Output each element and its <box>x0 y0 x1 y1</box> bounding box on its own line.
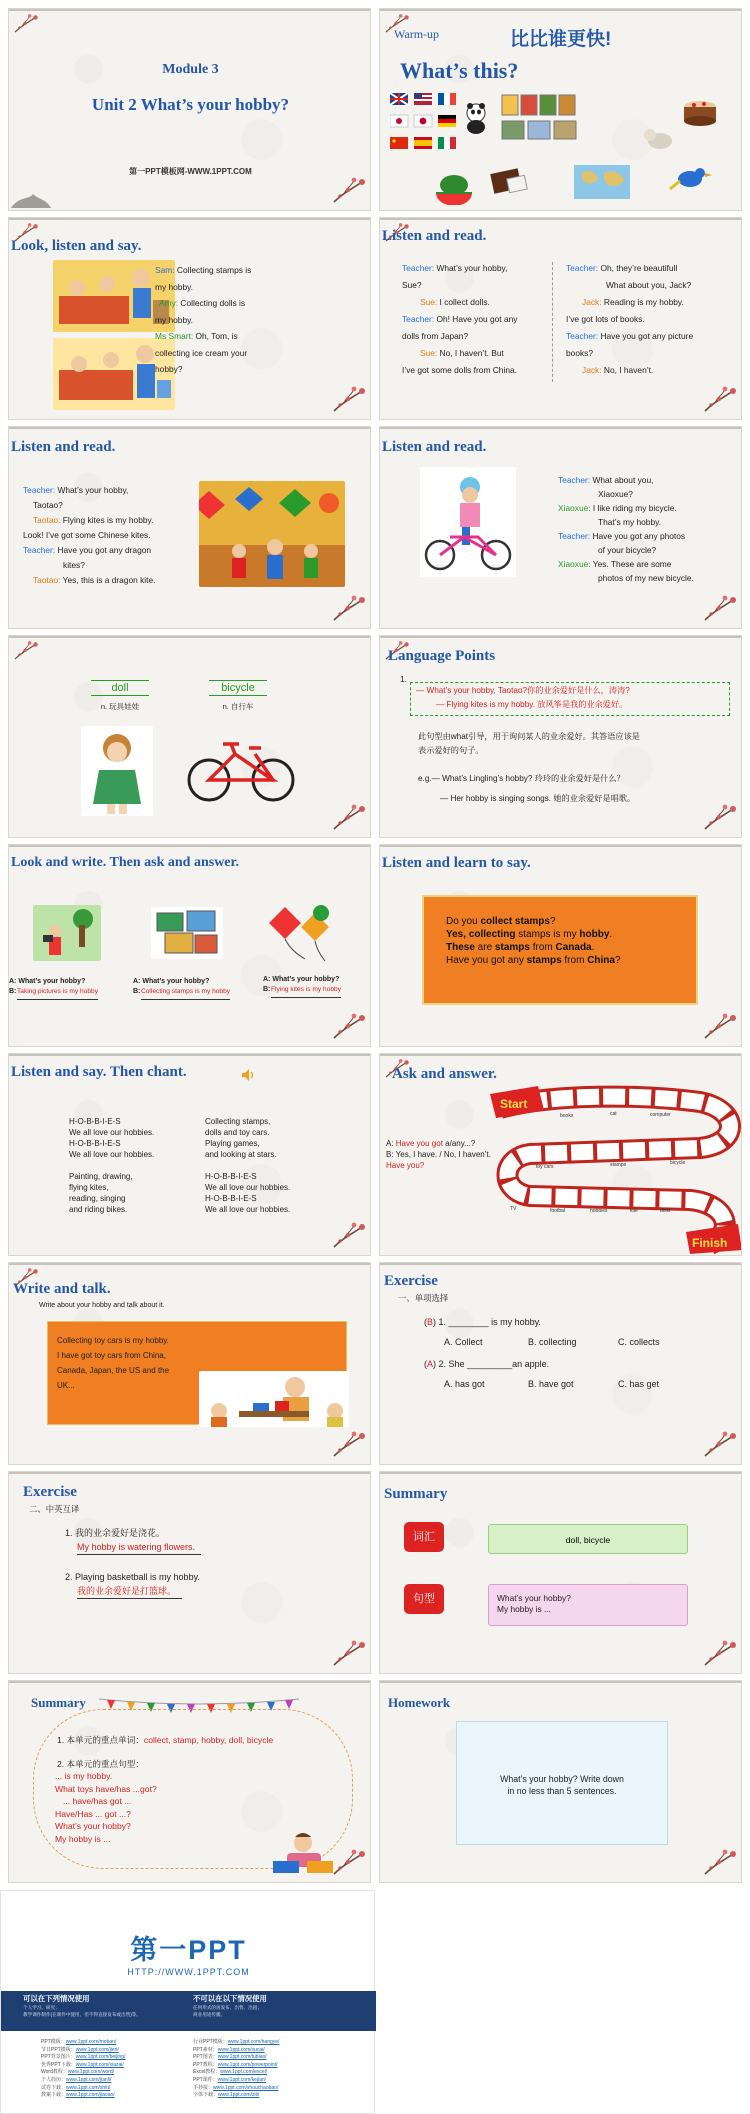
slide-title: Homework <box>388 1695 451 1710</box>
blossom-icon <box>332 594 366 624</box>
kite-shop-picture <box>199 481 345 587</box>
pattern-tag: 句型 <box>404 1584 444 1614</box>
doll-picture <box>81 726 153 816</box>
cake-icon <box>684 101 716 126</box>
slide-title: Summary <box>31 1695 86 1710</box>
section-label: 一、单项选择 <box>398 1293 449 1303</box>
board-game <box>490 1084 742 1254</box>
blossom-icon <box>703 1639 737 1669</box>
link[interactable]: www.1ppt.com/shouchaobao/ <box>213 2084 279 2091</box>
phrase-line-3: These are stamps from Canada. <box>446 942 595 953</box>
finish-icon <box>686 1224 742 1254</box>
speaker-icon[interactable] <box>241 1068 255 1082</box>
explanation-line-1: 此句型由what引导，用于询问某人的业余爱好。其答语应该是 <box>418 732 640 741</box>
blossom-icon <box>332 803 366 833</box>
slide-6-listen-read <box>379 426 742 629</box>
link[interactable]: www.1ppt.com/sucai/ <box>217 2046 265 2053</box>
chant-column-1: H-O-B-B-I-E-S We all love our hobbies. H-O-B-B-I-E-S We all love our hobbies. Painting, drawing, flying kites, reading, singing and riding bikes. <box>69 1117 155 1214</box>
site-label: 第一PPT模板网-WWW.1PPT.COM <box>129 167 252 176</box>
dialog-left: Teacher: What’s your hobby, Sue? Sue: I collect dolls. Teacher: Oh! Have you got any dolls from Japan? Sue: No, I haven’t. But I’ve got some dolls from China. <box>402 263 518 375</box>
license-bar: 可以在下列情况使用 个人学习、研究； 教学课件制作(在课件中使用，但不得直接发布或出售)等。 不可以在以下情况使用 任何形式的再发布、出售、出租； 商业用途传播。 <box>1 1991 376 2031</box>
dialog-right: Teacher: Oh, they’re beautifull What about you, Jack? Jack: Reading is my hobby. I’ve got lots of books. Teacher: Have you got any picture books? Jack: No, I haven’t. <box>566 263 694 375</box>
module-title: Module 3 <box>162 62 219 77</box>
slide-18-homework <box>379 1680 742 1883</box>
instruction: Write about your hobby and talk about it. <box>39 1302 165 1309</box>
svg-text:stamps: stamps <box>610 1162 627 1168</box>
svg-text:Finish: Finish <box>692 1236 728 1250</box>
blossom-icon <box>703 1848 737 1878</box>
slide-2-warmup <box>379 8 742 211</box>
dialog-text: Teacher: What’s your hobby, Taotao? Taotao: Flying kites is my hobby. Look! I’ve got some Chinese kites. Teacher: Have you got any dragon kites? Taotao: Yes, this is a dragon kite. <box>23 485 156 585</box>
slide-title: Summary <box>384 1486 448 1502</box>
link[interactable]: www.1ppt.com/jiaoan/ <box>66 2092 115 2099</box>
slide-title: Listen and say. Then chant. <box>11 1064 187 1080</box>
blossom-icon <box>703 803 737 833</box>
slide-1-title <box>8 8 371 211</box>
links-left: PPT模板：www.1ppt.com/moban/ 节日PPT模板：www.1ppt.com/jieri/ PPT背景图片：www.1ppt.com/beijing/ 优秀PPT下载：www.1ppt.com/xiazai/ Word教程：www.1ppt.com/word/ 个人简历：www.1ppt.com/jianli/ 试卷下载：www.1ppt.com/shiti/ 教案下载：www.1ppt.com/jiaoan/ <box>41 2039 126 2099</box>
blossom-icon <box>13 640 39 662</box>
point-number: 1. <box>400 674 407 684</box>
link[interactable]: www.1ppt.com/powerpoint/ <box>217 2061 278 2068</box>
stamps-icon <box>502 95 576 139</box>
link[interactable]: www.1ppt.com/xiazai/ <box>75 2061 124 2068</box>
brand-url[interactable]: HTTP://WWW.1PPT.COM <box>127 1967 250 1977</box>
warmup-pictures <box>390 93 740 205</box>
slide-title: Write and talk. <box>13 1281 111 1297</box>
link[interactable]: www.1ppt.com/ziti/ <box>218 2092 260 2099</box>
link[interactable]: www.1ppt.com/beijing/ <box>75 2054 126 2061</box>
blossom-icon <box>703 1430 737 1460</box>
svg-text:Start: Start <box>500 1097 528 1111</box>
svg-text:hobbies: hobbies <box>590 1208 608 1214</box>
slide-title: Ask and answer. <box>392 1066 497 1082</box>
slide-13-write-talk <box>8 1262 371 1465</box>
blossom-icon <box>332 1639 366 1669</box>
taking-pictures-picture <box>33 905 101 961</box>
slide-8-language-points <box>379 635 742 838</box>
toy-cars-picture <box>199 1371 349 1427</box>
slide-title: Listen and learn to say. <box>382 855 531 871</box>
svg-text:cat: cat <box>610 1111 617 1117</box>
svg-text:dolls: dolls <box>660 1208 671 1214</box>
key-words: 1. 本单元的重点单词：collect, stamp, hobby, doll, bicycle <box>57 1735 274 1745</box>
phrase-line-2: Yes, collecting stamps is my hobby. <box>446 929 613 940</box>
blossom-icon <box>332 1012 366 1042</box>
slide-9-look-write: Look and write. Then ask and answer. A: What’s your hobby? B: Taking pictures is my hobby A: What’s your hobby? B: Collecting stamps is my hobby A: What’s your hobby? B: Flying kites is my hobby <box>8 844 371 1047</box>
svg-text:kite: kite <box>630 1208 638 1214</box>
slide-title: Listen and read. <box>382 439 487 455</box>
vocab-tag: 词汇 <box>404 1522 444 1552</box>
blossom-icon <box>332 1430 366 1460</box>
svg-text:footbal: footbal <box>550 1208 566 1214</box>
link[interactable]: www.1ppt.com/moban/ <box>65 2039 117 2045</box>
slide-title: Exercise <box>384 1273 438 1289</box>
slide-7-new-words: doll n. 玩具娃娃 bicycle n. 自行车 <box>8 635 371 838</box>
ink-wash-icon <box>11 190 51 208</box>
slide-title: Listen and read. <box>11 439 116 455</box>
prompt-c: Have you? <box>386 1161 425 1170</box>
chocolate-icon <box>490 168 527 193</box>
homework-line-2: in no less than 5 sentences. <box>507 1786 617 1796</box>
slide-title: Language Points <box>388 648 496 664</box>
eg-answer: — Her hobby is singing songs. 她的业余爱好是唱歌。 <box>440 794 636 803</box>
key-patterns-label: 2. 本单元的重点句型： <box>57 1759 144 1769</box>
links-right: 行业PPT模板：www.1ppt.com/hangye/ PPT素材：www.1ppt.com/sucai/ PPT图表：www.1ppt.com/tubiao/ PPT教程：www.1ppt.com/powerpoint/ Excel教程：www.1ppt.com/excel/ PPT课件：www.1ppt.com/kejian/ 手抄报：www.1ppt.com/shouchaobao/ 字体下载：www.1ppt.com/ziti/ <box>193 2039 280 2099</box>
slide-17-summary <box>8 1680 371 1883</box>
phrase-line-1: Do you collect stamps? <box>446 916 556 927</box>
slide-10-listen-learn <box>379 844 742 1047</box>
svg-text:bicycle: bicycle <box>670 1160 686 1166</box>
watermelon-icon <box>436 175 472 205</box>
blossom-icon <box>332 1221 366 1251</box>
column-divider <box>552 262 553 382</box>
answer-1: My hobby is watering flowers. <box>77 1540 201 1555</box>
blossom-icon <box>332 385 366 415</box>
pattern-box: What’s your hobby? My hobby is ... <box>488 1584 688 1626</box>
blossom-icon <box>703 594 737 624</box>
writing-text: Collecting toy cars is my hobby. I have got toy cars from China, Canada, Japan, the US and the UK... <box>57 1336 170 1390</box>
slide-15-exercise-translate <box>8 1471 371 1674</box>
question-1: 1. 我的业余爱好是浇花。 <box>65 1528 166 1538</box>
example-answer: — Flying kites is my hobby. 放风筝是我的业余爱好。 <box>436 700 628 709</box>
slide-title: Listen and read. <box>382 228 487 244</box>
slide-title: Exercise <box>23 1484 77 1500</box>
slide-title: Look and write. Then ask and answer. <box>11 855 239 870</box>
section-label: 二、中英互译 <box>29 1504 80 1514</box>
slide-title: Look, listen and say. <box>11 238 142 254</box>
dog-icon <box>644 129 672 149</box>
link[interactable]: www.1ppt.com/excel/ <box>220 2069 268 2076</box>
warmup-label: Warm-up <box>394 27 440 41</box>
slide-11-chant <box>8 1053 371 1256</box>
bird-icon <box>670 168 712 189</box>
start-icon <box>490 1086 544 1118</box>
chant-column-2: Collecting stamps, dolls and toy cars. Playing games, and looking at stars. H-O-B-B-I-E-S We all love our hobbies. H-O-B-B-I-E-S We all love our hobbies. <box>205 1117 291 1214</box>
kites-picture <box>265 903 337 963</box>
eg-question: e.g.— What’s Lingling’s hobby? 玲玲的业余爱好是什么？ <box>418 774 625 783</box>
blossom-icon <box>332 176 366 206</box>
svg-text:TV: TV <box>510 1206 517 1212</box>
answer-2: 我的业余爱好是打篮球。 <box>77 1584 182 1599</box>
blossom-icon <box>13 13 39 35</box>
link[interactable]: www.1ppt.com/jianli/ <box>66 2076 112 2083</box>
link[interactable]: www.1ppt.com/word/ <box>67 2069 114 2076</box>
prompt-a: A: Have you got a/any...? <box>386 1139 476 1148</box>
dialog-text: Teacher: What about you, Xiaoxue? Xiaoxue: I like riding my bicycle. That’s my hobby. Teacher: Have you got any photos of your bicycle? Xiaoxue: Yes. These are some photos of my new bicycle. <box>558 475 694 583</box>
key-patterns: ... is my hobby. What toys have/has ...got? ... have/has got ... Have/Has ... got ...? What’s your hobby? My hobby is ... <box>55 1771 157 1844</box>
brand-footer <box>0 1890 375 2114</box>
brand-logo: 第一PPT <box>130 1935 247 1965</box>
bicycle-picture <box>185 734 297 806</box>
slide-5-listen-read <box>8 426 371 629</box>
svg-text:computer: computer <box>650 1112 671 1118</box>
slide-3-look-listen-say <box>8 217 371 420</box>
explanation-line-2: 表示爱好的句子。 <box>418 746 484 755</box>
title-en: What’s this? <box>400 58 519 83</box>
child-reading-icon <box>267 1831 337 1877</box>
prompt-b: B: Yes, I have. / No, I haven’t. <box>386 1150 491 1159</box>
blossom-icon <box>703 385 737 415</box>
link[interactable]: www.1ppt.com/kejian/ <box>217 2076 267 2083</box>
link[interactable]: www.1ppt.com/tubiao/ <box>217 2054 267 2061</box>
svg-text:books: books <box>560 1113 574 1119</box>
link[interactable]: www.1ppt.com/jieri/ <box>75 2046 119 2053</box>
blossom-icon <box>332 1848 366 1878</box>
vocab-box: doll, bicycle <box>488 1524 688 1554</box>
slide-12-ask-answer <box>379 1053 742 1256</box>
blossom-icon <box>703 1012 737 1042</box>
example-question: — What’s your hobby, Taotao?你的业余爱好是什么，涛涛? <box>416 686 630 695</box>
slide-4-listen-read <box>379 217 742 420</box>
phrase-line-4: Have you got any stamps from China? <box>446 955 621 966</box>
panda-icon <box>467 103 485 134</box>
dialog-text: Sam: Collecting stamps is my hobby. Amy: Collecting dolls is my hobby. Ms Smart: Oh, Tom, is collecting ice cream your hobby? <box>155 265 252 374</box>
link[interactable]: www.1ppt.com/shiti/ <box>66 2084 111 2091</box>
link[interactable]: www.1ppt.com/hangye/ <box>227 2039 280 2045</box>
question-2: 2. Playing basketball is my hobby. <box>65 1572 200 1582</box>
stamps-picture <box>151 907 223 959</box>
svg-text:toy cars: toy cars <box>536 1164 554 1170</box>
slide-14-exercise-choice: Exercise 一、单项选择 (B) 1. ________ is my hobby. A. Collect B. collecting C. collects (A) 2. She _________an apple. A. has got B. have got C. has get <box>379 1262 742 1465</box>
slide-16-summary <box>379 1471 742 1674</box>
homework-line-1: What’s your hobby? Write down <box>500 1774 624 1784</box>
flags-icon <box>390 93 456 149</box>
girl-bicycle-picture <box>420 467 516 577</box>
world-map-icon <box>574 165 630 199</box>
title-cn: 比比谁更快! <box>510 29 612 50</box>
unit-title: Unit 2 What’s your hobby? <box>91 95 290 114</box>
